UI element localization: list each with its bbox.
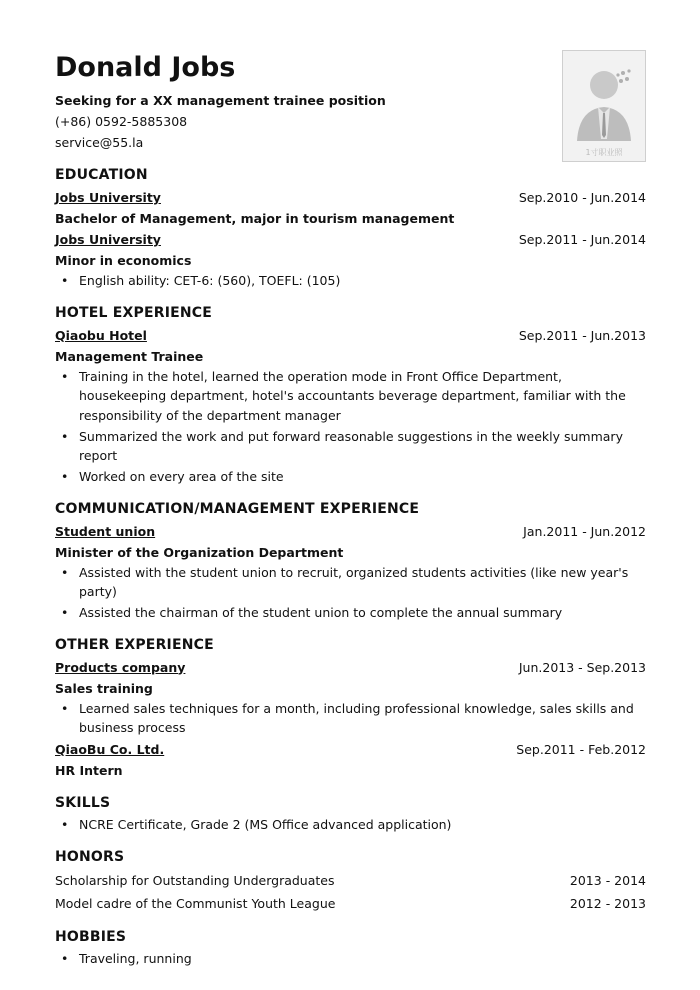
job-title: HR Intern [55, 763, 123, 778]
entry-header [55, 187, 646, 208]
education-section [55, 165, 646, 291]
section-title: HONORS [55, 848, 125, 865]
job-title: Management Trainee [55, 348, 204, 364]
bullet-list [55, 367, 646, 487]
degree: Bachelor of Management, major in tourism management [55, 211, 455, 226]
organization-name: Jobs University [55, 232, 161, 247]
honor-item [55, 869, 646, 892]
resume [55, 50, 646, 970]
entry-header [55, 739, 646, 760]
candidate-name: Donald Jobs [55, 52, 236, 83]
bullet-list [55, 949, 646, 969]
entry-header [55, 325, 646, 346]
bullet-item: • Assisted with the student union to recruit, organized students activities (like new year's party) [55, 563, 646, 602]
bullet-item: • NCRE Certificate, Grade 2 (MS Office advanced application) [55, 815, 646, 835]
job-intent: Seeking for a XX management trainee position [55, 93, 386, 108]
section-title: HOTEL EXPERIENCE [55, 304, 213, 321]
bullet-item: • Learned sales techniques for a month, including professional knowledge, sales skills and business process [55, 699, 646, 738]
skills-section [55, 793, 646, 835]
organization-name: QiaoBu Co. Ltd. [55, 742, 165, 757]
hotel-experience-section [55, 303, 646, 487]
bullet-item: • Traveling, running [55, 949, 646, 969]
organization-name: Products company [55, 659, 186, 675]
job-title: Minister of the Organization Department [55, 544, 344, 560]
email-address: service@55.la [55, 135, 144, 150]
bullet-list [55, 563, 646, 623]
bullet-item: • Training in the hotel, learned the operation mode in Front Office Department, housekeeping department, hotel's accountants beverage department, familiar with the responsibility of the department manager [55, 367, 646, 426]
bullet-list [55, 815, 646, 835]
honor-name: Model cadre of the Communist Youth League [55, 895, 336, 911]
date-range: Jan.2011 - Jun.2012 [523, 523, 646, 539]
bullet-item: • English ability: CET-6: (560), TOEFL: (105) [55, 271, 646, 291]
entry-header [55, 229, 646, 250]
date-range: Jun.2013 - Sep.2013 [518, 659, 646, 675]
section-title: EDUCATION [55, 167, 148, 183]
communication-experience-section [55, 499, 646, 623]
date-range: Sep.2011 - Jun.2014 [518, 232, 646, 247]
phone-number: (+86) 0592-5885308 [55, 114, 188, 129]
section-title: OTHER EXPERIENCE [55, 636, 214, 653]
date-range: Sep.2011 - Feb.2012 [516, 742, 646, 757]
organization-name: Jobs University [55, 190, 161, 205]
bullet-list [55, 271, 646, 291]
job-title: Sales training [55, 680, 153, 696]
honor-item [55, 892, 646, 915]
honor-date: 2012 - 2013 [569, 895, 646, 911]
section-title: COMMUNICATION/MANAGEMENT EXPERIENCE [55, 500, 420, 517]
date-range: Sep.2010 - Jun.2014 [518, 190, 646, 205]
section-title: HOBBIES [55, 928, 127, 945]
degree: Minor in economics [55, 253, 192, 268]
entry-header [55, 521, 646, 542]
honors-section [55, 847, 646, 915]
bullet-item: • Summarized the work and put forward reasonable suggestions in the weekly summary report [55, 427, 646, 466]
bullet-list [55, 699, 646, 738]
other-experience-section [55, 635, 646, 782]
hobbies-section [55, 927, 646, 969]
honor-name: Scholarship for Outstanding Undergraduates [55, 872, 335, 888]
bullet-item: • Assisted the chairman of the student union to complete the annual summary [55, 603, 646, 623]
section-title: SKILLS [55, 795, 111, 811]
organization-name: Qiaobu Hotel [55, 327, 147, 343]
honor-date: 2013 - 2014 [569, 872, 646, 888]
organization-name: Student union [55, 523, 156, 539]
date-range: Sep.2011 - Jun.2013 [518, 327, 646, 343]
entry-header [55, 657, 646, 678]
photo-caption: 1寸职业照 [585, 148, 623, 157]
bullet-item: • Worked on every area of the site [55, 467, 646, 487]
